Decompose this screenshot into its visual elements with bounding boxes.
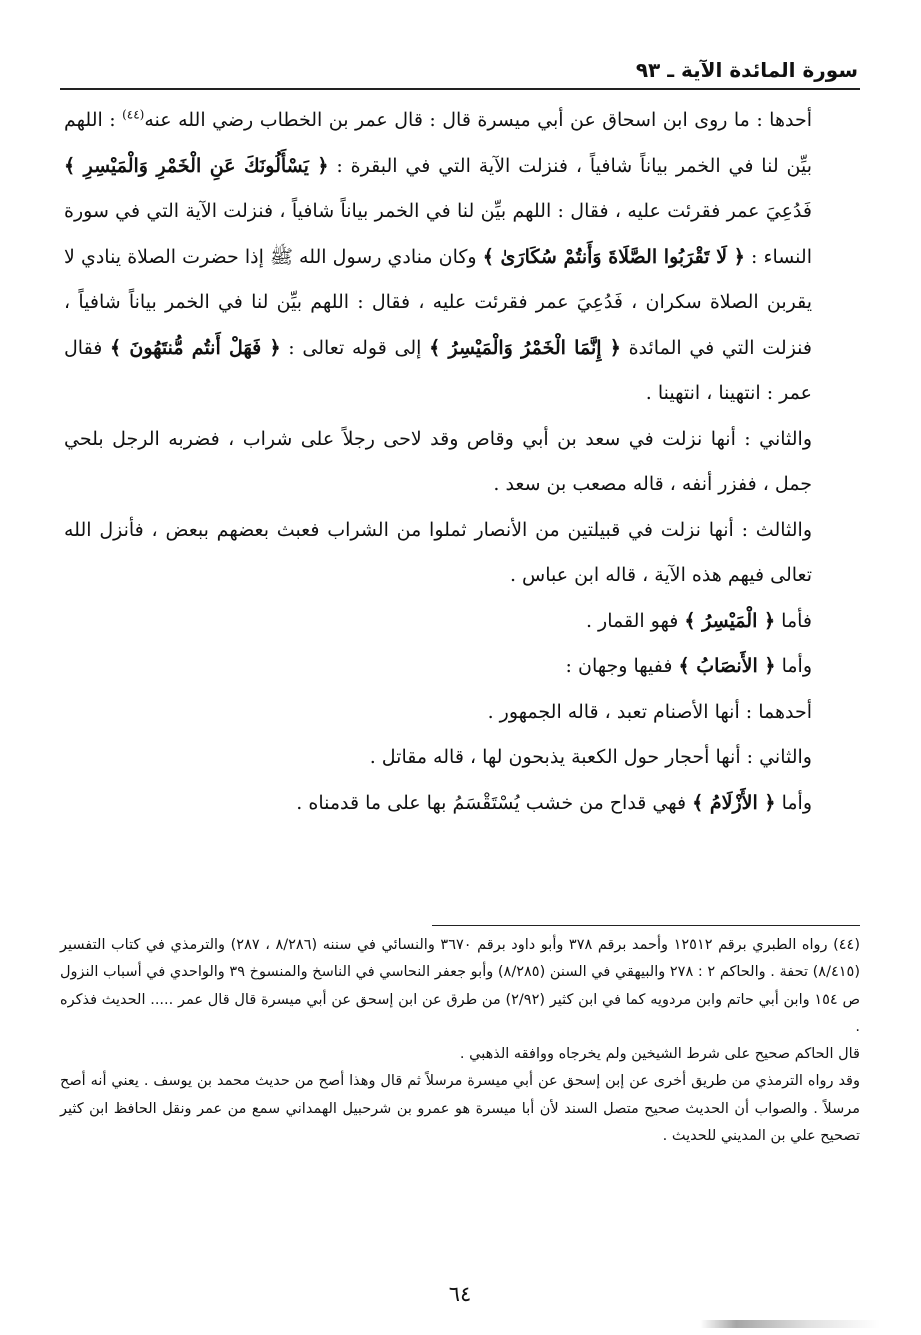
quran-quote: ﴿ إِنَّمَا الْخَمْرُ وَالْمَيْسِرُ ﴾	[429, 336, 621, 359]
paragraph-ansab-first: أحدهما : أنها الأصنام تعبد ، قاله الجمهور .	[487, 700, 812, 723]
quran-quote: ﴿ الأَنصَابُ ﴾	[678, 655, 776, 677]
footnote-44: (٤٤) رواه الطبري برقم ١٢٥١٢ وأحمد برقم ٣٧٨ وأبو داود برقم ٣٦٧٠ والنسائي في سننه (٨/٢٨٦ ، ٢٨٧) والترمذي في كتاب التفسير (٨/٤١٥) تحفة . والحاكم ٢ : ٢٧٨ والبيهقي في السنن (٨/٢٨٥) وأبو جعفر النحاسي في الناسخ والمنسوخ ٣٩ والواحدي في أسباب النزول ص ١٥٤ وابن أبي حاتم وابن مردويه كما في ابن كثير (٢/٩٢) من طرق عن ابن إسحق عن أبي ميسرة قال قال عمر ..... الحديث فذكره .	[60, 937, 861, 1035]
text-segment: فَدُعِيَ عمر فقرئت عليه ، فقال : اللهم بيِّن لنا في الخمر بياناً شافياً ، فنزلت الآية التي في سورة النساء :	[64, 200, 812, 268]
text-segment: فقال عمر : انتهينا ، انتهينا .	[64, 336, 812, 404]
paragraph-azlam	[64, 781, 858, 827]
text-segment: وأما	[775, 791, 812, 814]
paragraph-maysir	[64, 599, 858, 645]
quran-quote: ﴿ الْمَيْسِرُ ﴾	[684, 609, 776, 632]
quran-quote: ﴿ الأَزْلَامُ ﴾	[692, 791, 776, 814]
paragraph-third-reason: والثالث : أنها نزلت في قبيلتين من الأنصار ثملوا من الشراب فعبث بعضهم ببعض ، فأنزل الله تعالى فيهم هذه الآية ، قاله ابن عباس .	[64, 518, 812, 586]
footnote-hakim: قال الحاكم صحيح على شرط الشيخين ولم يخرجاه ووافقه الذهبي .	[459, 1046, 860, 1063]
text-segment: إلى قوله تعالى :	[280, 336, 430, 359]
text-segment: : اللهم بيِّن لنا في الخمر بياناً شافياً ، فنزلت الآية التي في البقرة :	[64, 109, 812, 177]
footnote-divider	[432, 925, 860, 926]
quran-quote: ﴿ لَا تَقْرَبُوا الصَّلَاةَ وَأَنتُمْ سُكَارَىٰ ﴾	[482, 245, 745, 268]
text-segment: أحدها : ما روى ابن اسحاق عن أبي ميسرة قال : قال عمر بن الخطاب رضي الله عنه	[144, 109, 812, 131]
text-segment: فهو القمار .	[585, 609, 685, 632]
text-segment: فأما	[775, 609, 812, 632]
paragraph-second-reason: والثاني : أنها نزلت في سعد بن أبي وقاص وقد لاحى رجلاً على شراب ، فضربه الرجل بلحي جمل ، ففزر أنفه ، قاله مصعب بن سعد .	[64, 427, 812, 495]
quran-quote: ﴿ فَهَلْ أَنتُم مُّنتَهُونَ ﴾	[109, 336, 281, 359]
quran-quote: ﴿ يَسْأَلُونَكَ عَنِ الْخَمْرِ وَالْمَيْسِرِ ﴾	[64, 154, 329, 177]
main-text	[64, 98, 858, 826]
header-title: سورة المائدة الآية ـ ٩٣	[635, 58, 858, 82]
text-segment: وأما	[775, 655, 812, 677]
text-segment: وكان منادي رسول الله ﷺ إذا حضرت الصلاة ينادي لا يقربن الصلاة سكران ، فَدُعِيَ عمر فقرئت عليه ، فقال : اللهم بيِّن لنا في الخمر بياناً شافياً ، فنزلت التي في المائدة	[64, 245, 812, 359]
footnotes	[60, 932, 860, 1150]
footnote-tirmidhi: وقد رواه الترمذي من طريق أخرى عن إبن إسحق عن أبي ميسرة مرسلاً ثم قال وهذا أصح من حديث محمد بن يوسف . يعني أنه أصح مرسلاً . والصواب أن الحديث صحيح متصل السند لأن أبا ميسرة هو عمرو بن شرحبيل الهمداني سمع من عمر ونقل الحافظ ابن كثير تصحيح علي بن المديني للحديث .	[60, 1073, 860, 1145]
scan-artifact	[700, 1320, 880, 1328]
paragraph-ansab-second: والثاني : أنها أحجار حول الكعبة يذبحون لها ، قاله مقاتل .	[369, 746, 812, 768]
header-divider	[60, 88, 860, 90]
footnote-reference: (٤٤)	[122, 107, 145, 122]
text-segment: فهي قداح من خشب يُسْتَقْسَمُ بها على ما قدمناه .	[296, 791, 693, 814]
paragraph-ansab	[64, 644, 858, 690]
paragraph-first-reason	[64, 98, 858, 417]
text-segment: ففيها وجهان :	[565, 655, 679, 677]
page-number: ٦٤	[448, 1282, 472, 1306]
running-header	[60, 56, 860, 90]
